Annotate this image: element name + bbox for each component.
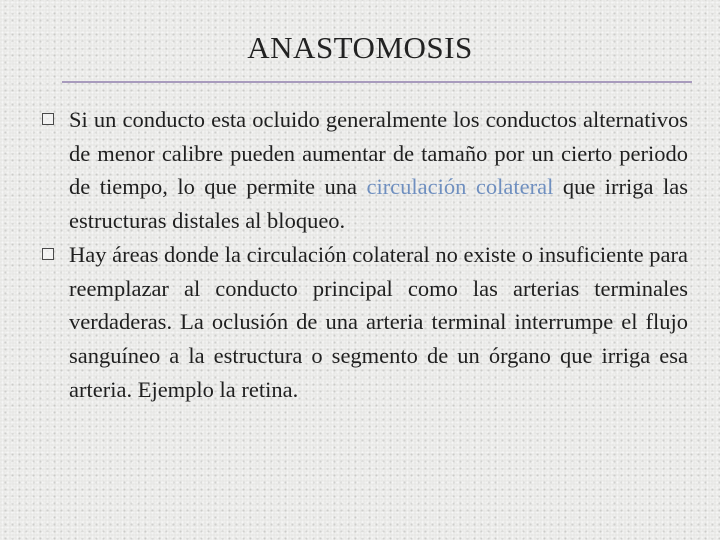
bullet-list	[40, 103, 688, 406]
bullet-item-2	[40, 238, 688, 407]
bullet-1-text-before: Si un conducto esta ocluido generalmente los conductos alternativos de menor calibre pueden aumentar de tamaño por un cierto periodo de tiempo, lo que permite una	[69, 107, 688, 200]
bullet-1-highlight: circulación colateral	[366, 174, 554, 200]
bullet-2-text: Hay áreas donde la circulación colateral no existe o insuficiente para reemplazar al conducto principal como las arterias terminales verdaderas. La oclusión de una arteria terminal interrumpe el flujo sanguíneo a la estructura o segmento de un órgano que irriga esa arteria. Ejemplo la retina.	[69, 241, 688, 402]
title-divider	[62, 81, 692, 83]
bullet-1-text-after: que irriga las estructuras distales al bloqueo.	[69, 174, 688, 234]
square-bullet-icon	[42, 113, 54, 125]
bullet-item-1	[40, 103, 688, 238]
slide-title: ANASTOMOSIS	[247, 30, 473, 65]
square-bullet-icon	[42, 248, 54, 260]
